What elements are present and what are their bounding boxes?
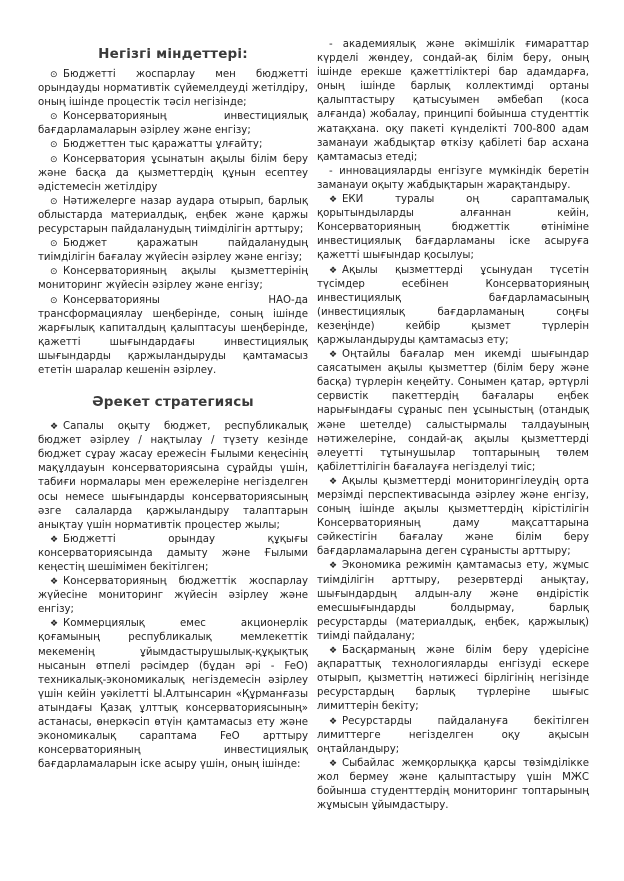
heading-strategy: Әрекет стратегиясы (92, 394, 254, 411)
diamond-bullet-icon: ❖ (329, 265, 338, 276)
duty-item (38, 265, 308, 293)
paragraph-text: Бюджет қаражатын пайдаланудың тиімділігін бағалау жүйесін әзірлеу және енгізу; (38, 238, 308, 264)
paragraph-text: Коммерциялық емес акционерлік қоғамының республикалық мемлекеттік мекеменің ұйымдастырушылық-құқықтық нысанын өтпелі рәсімдер (бұдан әрі - FeO) техникалық-экономикалық негіздемесін әзірлеу үшін кейін уәкілетті Ы.Алтынсарин «Құрманғазы атындағы Қазақ ұлттық консерваториясының» астанасы, өнеркәсіп өтүін қамтамасыз ету және экономикалық сараптама FeO арттыру консерваторияның инвестициялық бағдарламаларын іске асыру үшін, оның ішінде: (38, 618, 308, 771)
duty-item (38, 153, 308, 195)
duty-item (38, 138, 308, 152)
diamond-bullet-icon: ❖ (50, 577, 59, 588)
paragraph-text: Нәтижелерге назар аудара отырып, барлық облыстарда материалдық, еңбек және қаржы ресурстарын пайдаланудың тиімділігін арттыру; (38, 195, 308, 236)
paragraph-text: Ақылы қызметтерді мониторингілеудің орта мерзімді перспективасында әзірлеу және енгізу, соның ішінде ақылы қызметтердің кірістілігін Консерваторияның даму мақсаттарына сәйкестігін бағалау және білім беру бағдарламаларына деген сұранысты арттыру; (317, 475, 589, 558)
paragraph-text: Консерваторияны НАО-да трансформациялау шеңберінде, соның ішінде жарғылық капиталдың қалыптасуы шеңберінде, қажетті шығындардағы инвестициялық шығындарды қаржыландыруды қамтамасыз ететін шаралар кешенін әзірлеу. (38, 294, 308, 376)
strategy-list (38, 420, 308, 772)
strategy-item (317, 757, 589, 813)
paragraph-text: Сыбайлас жемқорлыққа қарсы төзімділікке жол бермеу және қалыптастыру үшін МЖС бойынша студенттердің мониторинг топтарының жұмысын ұйымдастыру. (317, 757, 589, 812)
paragraph-text: - академиялық және әкімшілік ғимараттар күрделі жөндеу, сондай-ақ білім беру, оның ішінде ерекше қажеттіліктері бар адамдарға, оның ішінде барлық коллектимді ортаны қалыптастыру қатысуымен әмбебап (коса алғанда) жобалау, принципі бойынша студенттік жатақхана. оқу пакеті күнделікті 700-800 адам заманауи жабдықтар өткізу қабілеті бар асхана қамтамасыз етеді; (317, 39, 589, 163)
paragraph-text: - инновацияларды енгізуге мүмкіндік беретін заманауи оқыту жабдықтарын жарақтандыру. (317, 165, 589, 191)
paragraph-text: Консерватория ұсынатын ақылы білім беру және басқа да қызметтердің құнын есептеу әдістемесін жетілдіру (38, 153, 308, 193)
circled-dot-bullet-icon: ⊙ (50, 70, 58, 80)
strategy-item (317, 559, 589, 644)
duty-item (38, 237, 308, 265)
paragraph-text: Оңтайлы бағалар мен икемді шығындар саясатымен ақылы қызметтер (білім беру және басқа) түрлерін кеңейту. Сонымен қатар, әртүрлі сервистік пакеттердің бағалары еңбек нарығындағы сұраныс пен ұсыныстың (отандық және шетелде) салыстырмалы талдауының нәтижелеріне, сондай-ақ ақылы қызметтерді әлеуетті тұтынушылар топтарының төлем қабілеттілігін бағалауға негізделуі тиіс; (317, 349, 589, 473)
duty-item (38, 195, 308, 237)
circled-dot-bullet-icon: ⊙ (50, 267, 58, 278)
strategy-item (38, 575, 308, 617)
duty-item (38, 110, 308, 138)
right-list (317, 38, 589, 813)
strategy-item (317, 644, 589, 714)
duty-item (38, 68, 308, 110)
strategy-item (317, 38, 589, 165)
diamond-bullet-icon: ❖ (329, 350, 338, 361)
diamond-bullet-icon: ❖ (50, 534, 59, 545)
circled-dot-bullet-icon: ⊙ (50, 196, 58, 207)
circled-dot-bullet-icon: ⊙ (50, 140, 58, 151)
strategy-item (317, 193, 589, 263)
diamond-bullet-icon: ❖ (329, 758, 338, 769)
paragraph-text: Экономика режимін қамтамасыз ету, жұмыс тиімділігін арттыру, резервтерді анықтау, шығындардың алдын-алу және өндірістік емесшығындарды болдырмау, барлық ресурстарды (материалдық, еңбек, қаржылық) тиімді пайдалану; (317, 560, 589, 642)
circled-dot-bullet-icon: ⊙ (50, 295, 58, 306)
strategy-item (317, 715, 589, 757)
diamond-bullet-icon: ❖ (329, 476, 338, 487)
strategy-item (38, 533, 308, 575)
paragraph-text: ЕКИ туралы оң сараптамалық қорытындыларды алғаннан кейін, Консерваторияның бюджеттік өтініміне инвестициялық бағдарламаны іске асыруға қажетті шығындар қосылуы; (317, 194, 589, 262)
paragraph-text: Бюджеттен тыс қаражатты ұлғайту; (63, 139, 263, 151)
duty-item (38, 294, 308, 379)
circled-dot-bullet-icon: ⊙ (50, 112, 58, 123)
diamond-bullet-icon: ❖ (50, 619, 59, 630)
strategy-item (317, 348, 589, 475)
strategy-item (317, 165, 589, 193)
paragraph-text: Ресурстарды пайдалануға бекітілген лимиттерге негізделген оқу ақысын оңтайландыру; (317, 715, 589, 755)
circled-dot-bullet-icon: ⊙ (50, 239, 58, 250)
left-column (38, 38, 308, 772)
strategy-item (38, 420, 308, 533)
paragraph-text: Ақылы қызметтерді ұсынудан түсетін түсімдер есебінен Консерваторияның инвестициялық бағдарламасының (инвестициялық бағдарламаның соңғы кезеңінде) кейбір қызмет түрлерін қаржыландыруды қамтамасыз ету; (317, 264, 589, 346)
diamond-bullet-icon: ❖ (329, 561, 338, 572)
strategy-item (317, 264, 589, 349)
strategy-item (317, 475, 589, 560)
paragraph-text: Консерваторияның ақылы қызметтерінің мониторинг жүйесін әзірлеу және енгізу; (38, 266, 308, 292)
circled-dot-bullet-icon: ⊙ (50, 154, 58, 165)
diamond-bullet-icon: ❖ (329, 716, 338, 727)
paragraph-text: Консерваторияның бюджеттік жоспарлау жүйесіне мониторинг жүйесін әзірлеу және енгізу; (38, 576, 308, 616)
paragraph-text: Сапалы оқыту бюджет, республикалық бюджет әзірлеу / нақтылау / түзету кезінде бюджет сұрау жасау ережесін Ғылыми кеңесінің мақұлдауын консерваторияcына сұрайды үшін, табиғи нормалары мен ережелеріне негізделген осы немесе шығындарды консерваторияcының әзге салаларда қаржыландыру талаптарын анықтау үшін нормативтік процестер жылы; (38, 421, 308, 531)
right-column (317, 38, 589, 813)
paragraph-text: Басқарманың және білім беру үдерісіне ақпараттық технологияларды енгізуді ескере отырып, қызметтің нәтижесі бірлігінің негізінде ресурстардың барлық түрлеріне шығыс лимиттерін бекіту; (317, 645, 589, 713)
diamond-bullet-icon: ❖ (329, 195, 338, 206)
heading-main-tasks: Негізгі міндеттері: (98, 46, 248, 62)
paragraph-text: Бюджетті орындау құқығы консерваториясында дамыту және Ғылыми кеңестің шешімімен бекітілген; (38, 533, 308, 573)
paragraph-text: Консерваторияның инвестициялық бағдарламаларын әзірлеу және енгізу; (38, 111, 308, 137)
duties-list (38, 68, 308, 378)
paragraph-text: Бюджетті жоспарлау мен бюджетті орындауды нормативтік сүйемелдеуді жетілдіру, оның ішінде процестік тәсіл негізінде; (38, 69, 308, 109)
strategy-item (38, 617, 308, 772)
diamond-bullet-icon: ❖ (329, 646, 338, 657)
diamond-bullet-icon: ❖ (50, 422, 59, 433)
